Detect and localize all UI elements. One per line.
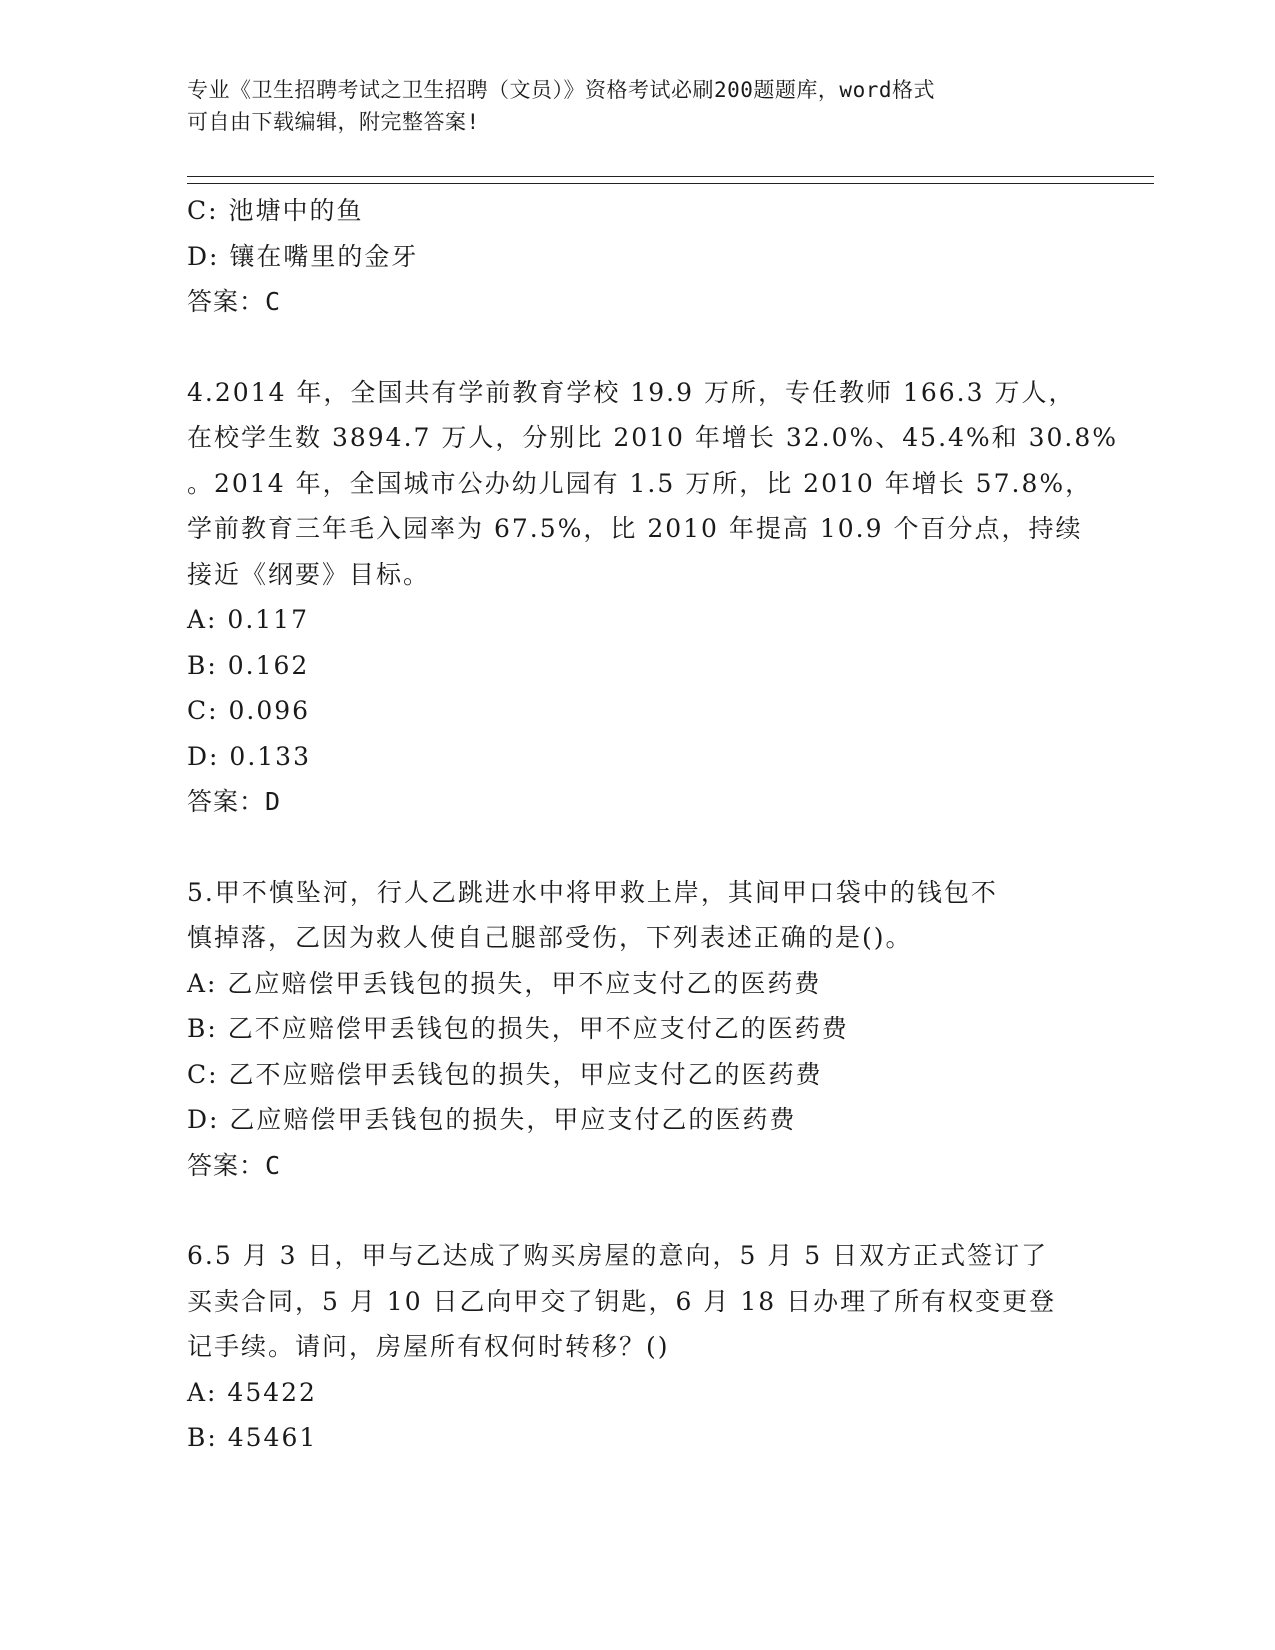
question-6-text-line: 买卖合同，5 月 10 日乙向甲交了钥匙，6 月 18 日办理了所有权变更登 <box>187 1286 1057 1316</box>
question-4-option-a: A: 0.117 <box>187 605 309 634</box>
question-4-answer: 答案：D <box>187 787 282 816</box>
header-divider-top <box>187 176 1154 177</box>
question-5-answer: 答案：C <box>187 1150 282 1180</box>
header-divider-bottom <box>187 183 1154 184</box>
question-5-option-d: D: 乙应赔偿甲丢钱包的损失，甲应支付乙的医药费 <box>187 1105 797 1134</box>
question-5-option-a: A: 乙应赔偿甲丢钱包的损失，甲不应支付乙的医药费 <box>187 968 822 998</box>
document-body <box>187 188 1119 1461</box>
question-3-option-c: C: 池塘中的鱼 <box>187 196 364 225</box>
spacer <box>187 825 1087 870</box>
question-3-answer: 答案：C <box>187 287 282 316</box>
question-4-option-c: C: 0.096 <box>187 696 311 725</box>
question-5-option-b: B: 乙不应赔偿甲丢钱包的损失，甲不应支付乙的医药费 <box>187 1014 849 1043</box>
question-4-text-line: 接近《纲要》目标。 <box>187 559 431 589</box>
question-3-option-d: D: 镶在嘴里的金牙 <box>187 241 419 271</box>
question-4-text-line: 。2014 年，全国城市公办幼儿园有 1.5 万所，比 2010 年增长 57.8%， <box>187 468 1093 498</box>
spacer <box>187 1188 1087 1233</box>
question-6 <box>187 1233 1087 1461</box>
question-4-option-b: B: 0.162 <box>187 650 310 680</box>
question-5 <box>187 870 1087 1189</box>
question-4-text-line: 4.2014 年，全国共有学前教育学校 19.9 万所，专任教师 166.3 万人， <box>187 377 1076 407</box>
question-4 <box>187 370 1119 825</box>
question-4-text-line: 学前教育三年毛入园率为 67.5%，比 2010 年提高 10.9 个百分点，持续 <box>187 514 1083 543</box>
question-5-option-c: C: 乙不应赔偿甲丢钱包的损失，甲应支付乙的医药费 <box>187 1059 823 1089</box>
question-5-text-line: 慎掉落，乙因为救人使自己腿部受伤，下列表述正确的是()。 <box>187 923 913 952</box>
question-6-option-a: A: 45422 <box>187 1377 317 1407</box>
question-6-text-line: 记手续。请问，房屋所有权何时转移？() <box>187 1332 670 1361</box>
question-4-text-line: 在校学生数 3894.7 万人，分别比 2010 年增长 32.0%、45.4%和 30.8% <box>187 423 1119 452</box>
question-3-tail <box>187 188 1087 325</box>
header-title-line-2: 可自由下载编辑，附完整答案! <box>187 110 480 134</box>
header-title-line-1: 专业《卫生招聘考试之卫生招聘（文员）》资格考试必刷200题题库，word格式 <box>187 78 935 102</box>
question-4-option-d: D: 0.133 <box>187 741 311 771</box>
question-5-text-line: 5.甲不慎坠河，行人乙跳进水中将甲救上岸，其间甲口袋中的钱包不 <box>187 877 998 907</box>
question-6-text-line: 6.5 月 3 日，甲与乙达成了购买房屋的意向，5 月 5 日双方正式签订了 <box>187 1241 1049 1270</box>
question-6-option-b: B: 45461 <box>187 1423 318 1452</box>
spacer <box>187 325 1087 370</box>
document-header <box>187 74 1087 138</box>
